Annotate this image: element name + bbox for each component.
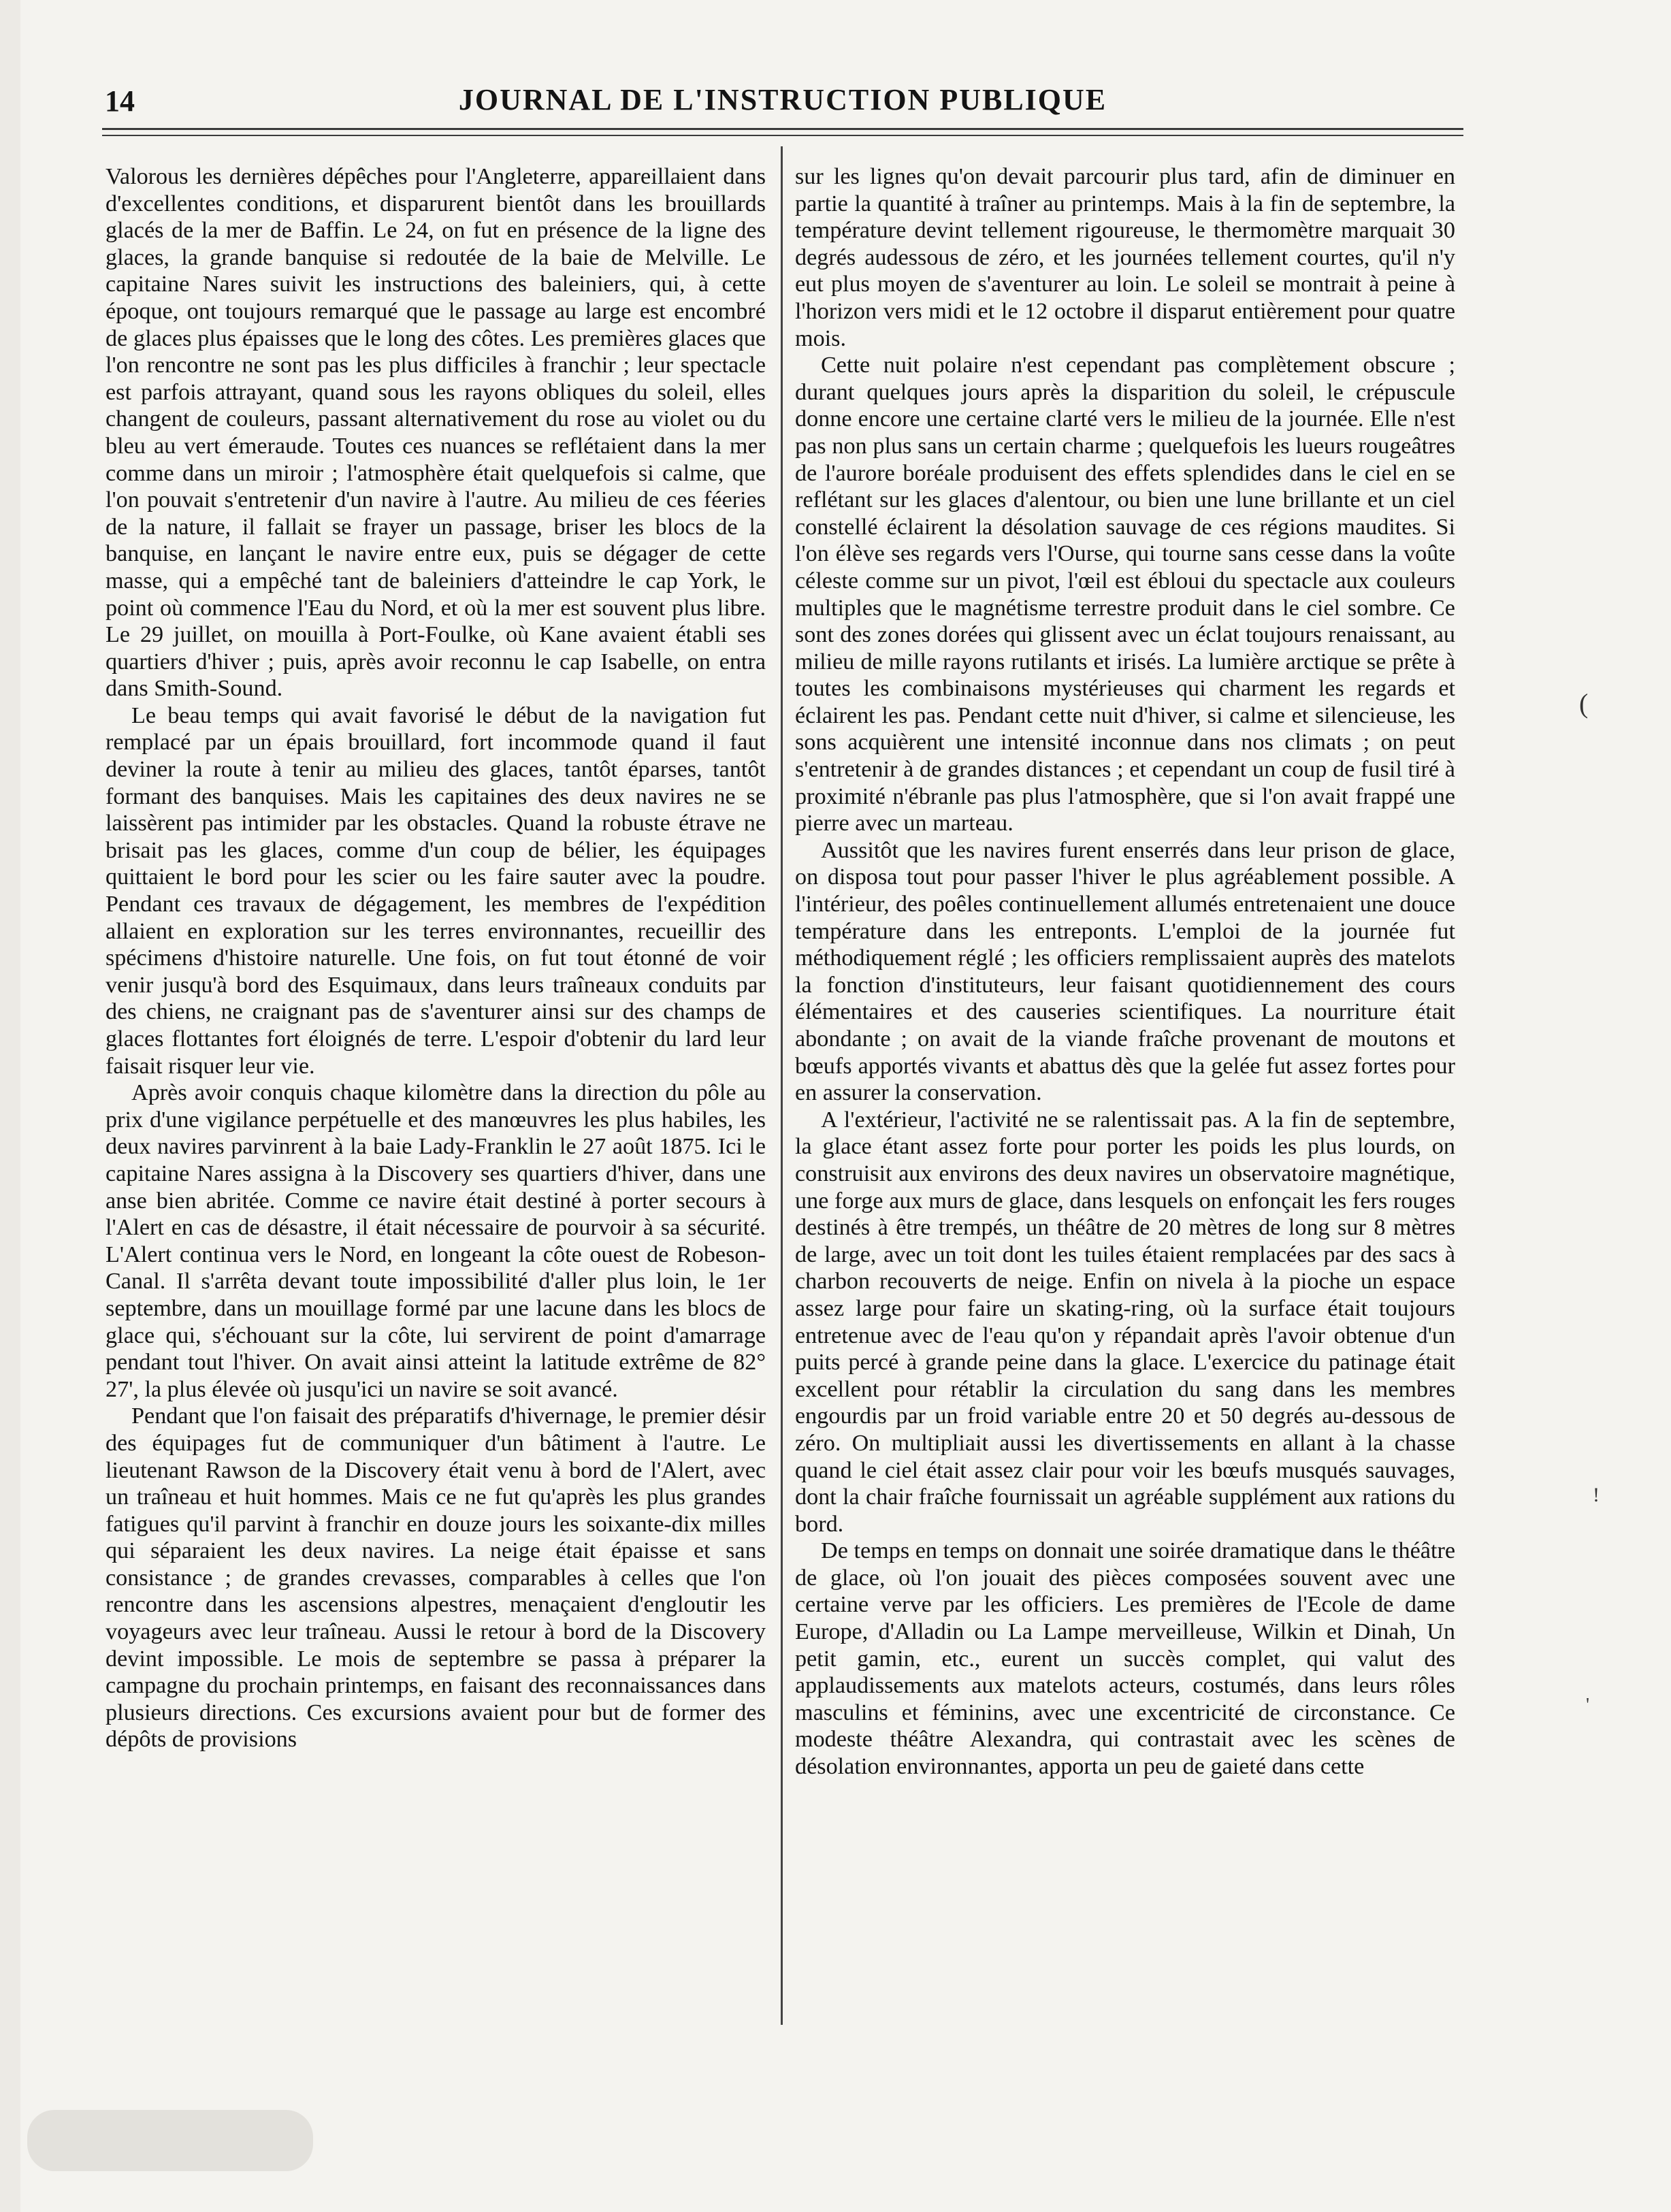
- margin-mark: ': [1586, 1695, 1590, 1716]
- paragraph: A l'extérieur, l'activité ne se ralentissait pas. A la fin de septembre, la glace étant assez forte pour porter les poids les plus lourds, on construisit aux environs des deux navires un observatoire magnétique, une forge aux murs de glace, dans lesquels on enfonçait les fers rouges destinés à être trempés, un théâtre de 20 mètres de long sur 8 mètres de large, avec un toit dont les tuiles étaient remplacées par des sacs à charbon recouverts de neige. Enfin on nivela à la pioche un espace assez large pour faire un skating-ring, où la surface était toujours entretenue avec de l'eau qu'on y répandait après l'avoir obtenue d'un puits percé à grande peine dans la glace. L'exercice du patinage était excellent pour rétablir la circulation du sang dans les membres engourdis par un froid variable entre 20 et 50 degrés au-dessous de zéro. On multipliait aussi les divertissements en allant à la chasse quand le ciel était assez clair pour voir les bœufs musqués sauvages, dont la chair fraîche fournissait un agréable supplément aux rations du bord.: [795, 1107, 1455, 1537]
- right-column: [795, 163, 1455, 2178]
- paragraph: Après avoir conquis chaque kilomètre dans la direction du pôle au prix d'une vigilance perpétuelle et des manœuvres les plus habiles, les deux navires parvinrent à la baie Lady-Franklin le 27 août 1875. Ici le capitaine Nares assigna à la Discovery ses quartiers d'hiver, dans une anse bien abritée. Comme ce navire était destiné à porter secours à l'Alert en cas de désastre, il était nécessaire de pourvoir à sa sécurité. L'Alert continua vers le Nord, en longeant la côte ouest de Robeson-Canal. Il s'arrêta devant toute impossibilité d'aller plus loin, le 1er septembre, dans un mouillage formé par une lacune dans les blocs de glace qui, s'échouant sur la côte, lui servirent de point d'amarrage pendant tout l'hiver. On avait ainsi atteint la latitude extrême de 82° 27', la plus élevée où jusqu'ici un navire se soit avancé.: [106, 1080, 766, 1402]
- paragraph: sur les lignes qu'on devait parcourir plus tard, afin de diminuer en partie la quantité à traîner au printemps. Mais à la fin de septembre, la température devint tellement rigoureuse, le thermomètre marquait 30 degrés audessous de zéro, et les journées tellement courtes, qu'il n'y eut plus moyen de s'aventurer au loin. Le soleil se montrait à peine à l'horizon vers midi et le 12 octobre il disparut entièrement pour quatre mois.: [795, 164, 1455, 351]
- running-title: JOURNAL DE L'INSTRUCTION PUBLIQUE: [458, 83, 1107, 116]
- page-header: [102, 78, 1463, 126]
- paragraph: Le beau temps qui avait favorisé le début de la navigation fut remplacé par un épais brouillard, fort incommode quand il faut deviner la route à tenir au milieu des glaces, tantôt éparses, tantôt formant des banquises. Mais les capitaines des deux navires ne se laissèrent pas intimider par les obstacles. Quand la robuste étrave ne brisait pas les glaces, comme d'un coup de bélier, les équipages quittaient le bord pour les scier ou les faire sauter avec la poudre. Pendant ces travaux de dégagement, les membres de l'expédition allaient en exploration sur les terres environnantes, recueillir des spécimens d'histoire naturelle. Une fois, on fut tout étonné de voir venir jusqu'à bord des Esquimaux, dans leurs traîneaux conduits par des chiens, ne craignant pas de s'aventurer ainsi sur des champs de glaces flottantes fort éloignés de terre. L'espoir d'obtenir du lard leur faisait risquer leur vie.: [106, 702, 766, 1079]
- column-divider: [781, 146, 783, 2025]
- header-rule-thin: [102, 135, 1463, 136]
- left-column: [106, 163, 766, 2178]
- scan-edge-shadow: [0, 0, 20, 2212]
- header-rule: [102, 128, 1463, 130]
- margin-mark: !: [1593, 1484, 1600, 1506]
- paragraph: Pendant que l'on faisait des préparatifs d'hivernage, le premier désir des équipages fut de communiquer d'un bâtiment à l'autre. Le lieutenant Rawson de la Discovery était venu à bord de l'Alert, avec un traîneau et huit hommes. Mais ce ne fut qu'après les plus grandes fatigues qu'il parvint à franchir en douze jours les soixante-dix milles qui séparaient les deux navires. La neige était épaisse et sans consistance ; de grandes crevasses, comparables à celles que l'on rencontre dans les ascensions alpestres, menaçaient d'engloutir les voyageurs avec leur traîneau. Aussi le retour à bord de la Discovery devint impossible. Le mois de septembre se passa à préparer la campagne du prochain printemps, en faisant des reconnaissances dans plusieurs directions. Ces excursions avaient pour but de former des dépôts de provisions: [106, 1403, 766, 1753]
- margin-mark: (: [1579, 688, 1589, 719]
- paragraph: Cette nuit polaire n'est cependant pas complètement obscure ; durant quelques jours après la disparition du soleil, le crépuscule donne encore une certaine clarté vers le milieu de la journée. Elle n'est pas non plus sans un certain charme ; quelquefois les lueurs rougeâtres de l'aurore boréale produisent des effets splendides dans le ciel en se reflétant sur les glaces d'alentour, ou bien une lune brillante et un ciel constellé éclairent la désolation sauvage de ces régions maudites. Si l'on élève ses regards vers l'Ourse, qui tourne sans cesse dans la voûte céleste comme sur un pivot, l'œil est ébloui du spectacle aux couleurs multiples que le magnétisme terrestre produit dans le ciel sombre. Ce sont des zones dorées qui glissent avec un éclat toujours renaissant, au milieu de mille rayons rutilants et irisés. La lumière arctique se prête à toutes les combinaisons mystérieuses qui charment les regards et éclairent les pas. Pendant cette nuit d'hiver, si calme et silencieuse, les sons acquièrent une intensité inconnue dans nos climats ; on peut s'entretenir à de grandes distances ; et cependant un coup de fusil tiré à proximité n'ébranle pas plus l'atmosphère, que si l'on avait frappé une pierre avec un marteau.: [795, 353, 1455, 836]
- paragraph: Valorous les dernières dépêches pour l'Angleterre, appareillaient dans d'excellentes conditions, et disparurent bientôt dans les brouillards glacés de la mer de Baffin. Le 24, on fut en présence de la ligne des glaces, la grande banquise si redoutée de la baie de Melville. Le capitaine Nares suivit les instructions des baleiniers, qui, à cette époque, ont toujours remarqué que le passage au large est encombré de glaces plus épaisses que le long des côtes. Les premières glaces que l'on rencontre ne sont pas les plus difficiles à franchir ; leur spectacle est parfois attrayant, quand sous les rayons obliques du soleil, elles changent de couleurs, passant alternativement du rose au violet ou du bleu au vert émeraude. Toutes ces nuances se reflétaient dans la mer comme dans un miroir ; l'atmosphère était quelquefois si calme, que l'on pouvait s'entretenir d'un navire à l'autre. Au milieu de ces féeries de la nature, il fallait se frayer un passage, briser les blocs de la banquise, en lançant le navire entre eux, puis se dégager de cette masse, qui a empêché tant de baleiniers d'atteindre le cap York, le point où commence l'Eau du Nord, et où la mer est souvent plus libre. Le 29 juillet, on mouilla à Port-Foulke, où Kane avaient établi ses quartiers d'hiver ; puis, après avoir reconnu le cap Isabelle, on entra dans Smith-Sound.: [106, 164, 766, 702]
- paragraph: De temps en temps on donnait une soirée dramatique dans le théâtre de glace, où l'on jouait des pièces composées souvent avec une certaine verve par les officiers. Les premières de l'Ecole de dame Europe, d'Alladin ou La Lampe merveilleuse, Wilkin et Dinah, Un petit gamin, etc., eurent un succès complet, qui valut des applaudissements aux matelots acteurs, costumés, dans leurs rôles masculins et féminins, avec une excentricité de circonstance. Ce modeste théâtre Alexandra, qui contrastait avec les scènes de désolation environnantes, apporta un peu de gaieté dans cette: [795, 1538, 1455, 1780]
- paragraph: Aussitôt que les navires furent enserrés dans leur prison de glace, on disposa tout pour passer l'hiver le plus agréablement possible. A l'intérieur, des poêles continuellement allumés entretenaient une douce température dans les entreponts. L'emploi de la journée fut méthodiquement réglé ; les officiers remplissaient auprès des matelots la fonction d'instituteurs, leur faisant quotidiennement des cours élémentaires et des causeries scientifiques. La nourriture était abondante ; on avait de la viande fraîche provenant de moutons et bœufs apportés vivants et abattus dès que la gelée fut assez fortes pour en assurer la conservation.: [795, 837, 1455, 1106]
- page-number: 14: [105, 84, 135, 118]
